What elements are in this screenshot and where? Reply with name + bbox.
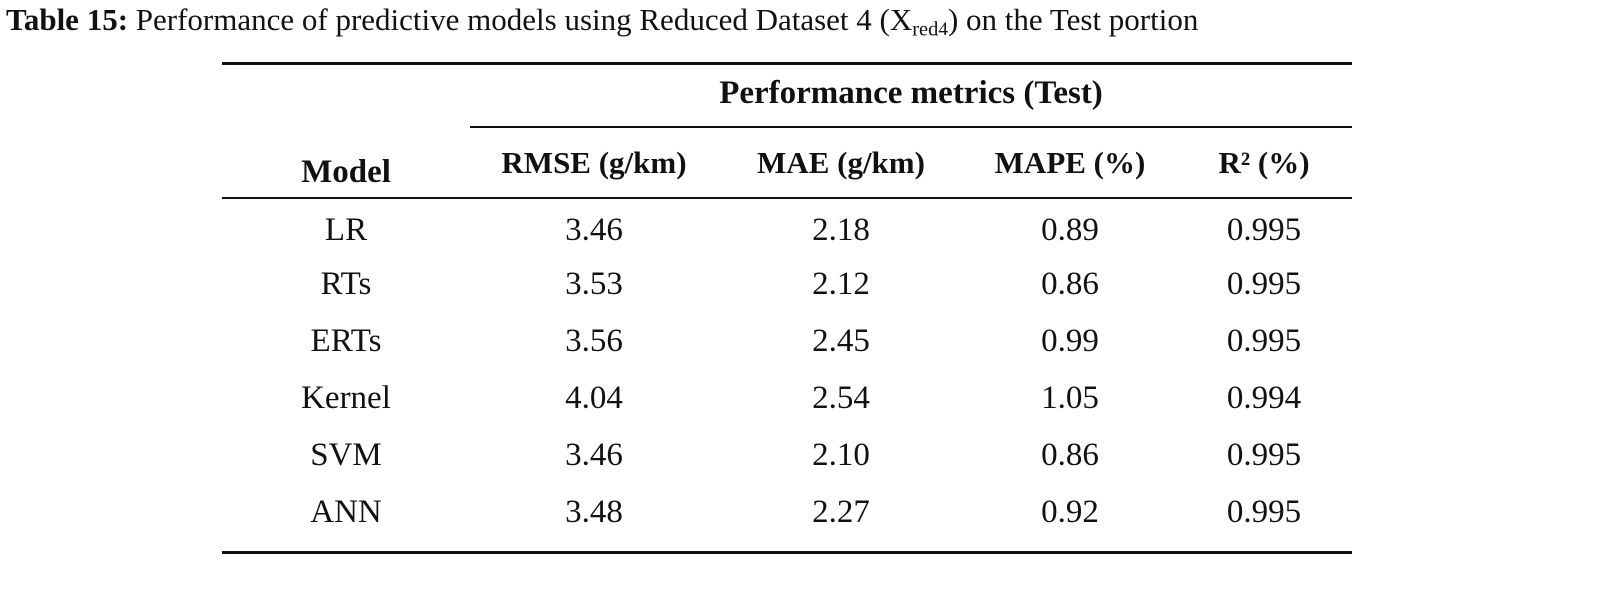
caption-text-before: Performance of predictive models using Reduced Dataset 4 (X (135, 2, 913, 37)
cell-r2: 0.995 (1226, 494, 1302, 530)
table-caption (6, 0, 1601, 50)
cell-r2: 0.995 (1226, 266, 1302, 302)
table-body-spacer (222, 541, 1352, 553)
results-table (222, 62, 1352, 554)
cell-mape: 1.05 (1041, 380, 1099, 416)
cell-rmse: 3.46 (565, 212, 623, 248)
caption-subscript-red: red (912, 18, 939, 41)
cell-model: LR (324, 212, 368, 248)
cell-rmse: 3.53 (565, 266, 623, 302)
column-header-rmse: RMSE (g/km) (501, 144, 687, 180)
table-body (222, 199, 1352, 553)
table-row (222, 313, 1352, 370)
cell-r2: 0.995 (1226, 212, 1302, 248)
caption-text-after: ) on the Test portion (947, 2, 1199, 37)
cell-model: ANN (310, 494, 382, 530)
cell-mae: 2.54 (812, 380, 870, 416)
cell-r2: 0.995 (1226, 437, 1302, 473)
cell-mape: 0.99 (1041, 323, 1099, 359)
table-row (222, 484, 1352, 541)
caption-label: Table 15: (6, 2, 129, 37)
table-bottomrule (222, 553, 1352, 555)
cell-mape: 0.86 (1041, 437, 1099, 473)
cell-r2: 0.994 (1226, 380, 1302, 416)
cell-mape: 0.86 (1041, 266, 1099, 302)
cell-r2: 0.995 (1226, 323, 1302, 359)
table-row (222, 427, 1352, 484)
cell-model: Kernel (301, 380, 391, 416)
table-row (222, 199, 1352, 256)
table-row (222, 370, 1352, 427)
cell-mae: 2.27 (812, 494, 870, 530)
caption-subscript-index: 4 (938, 18, 948, 40)
cell-rmse: 3.46 (565, 437, 623, 473)
cell-mae: 2.18 (812, 212, 870, 248)
cell-rmse: 4.04 (565, 380, 623, 416)
table-row (222, 256, 1352, 313)
cell-rmse: 3.56 (565, 323, 623, 359)
cell-model: SVM (310, 437, 382, 473)
column-header-mae: MAE (g/km) (757, 144, 925, 180)
cell-mae: 2.45 (812, 323, 870, 359)
cell-model: ERTs (310, 323, 382, 359)
cell-mae: 2.10 (812, 437, 870, 473)
column-header-r2: R² (%) (1218, 144, 1310, 180)
cell-rmse: 3.48 (565, 494, 623, 530)
column-header-mape: MAPE (%) (994, 144, 1146, 180)
cell-mape: 0.89 (1041, 212, 1099, 248)
results-table-container (222, 62, 1352, 554)
column-header-model: Model (301, 154, 391, 190)
cell-mae: 2.12 (812, 266, 870, 302)
table-group-header-row (222, 65, 1352, 127)
cell-model: RTs (320, 266, 372, 302)
column-group-header-performance: Performance metrics (Test) (719, 75, 1103, 111)
cell-mape: 0.92 (1041, 494, 1099, 530)
